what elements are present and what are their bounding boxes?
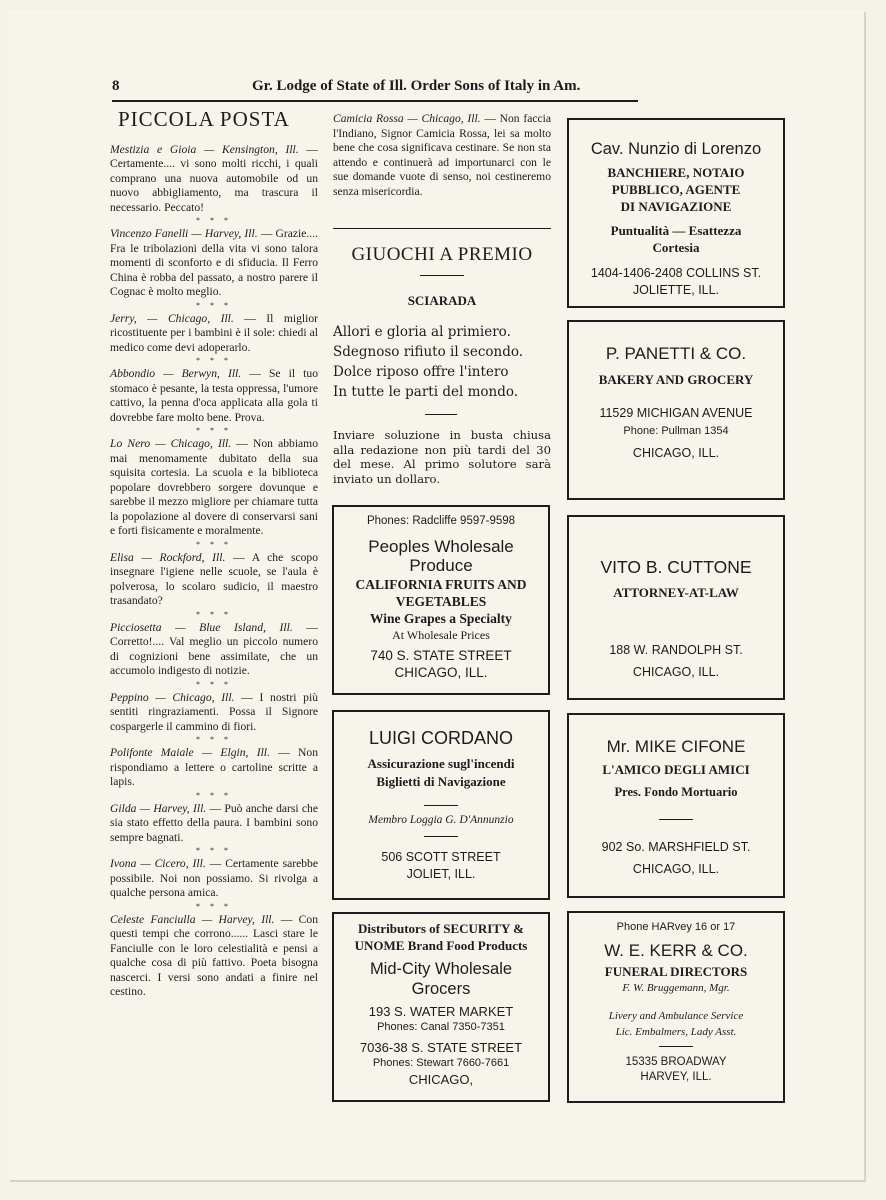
giuochi-title: GIUOCHI A PREMIO [351,244,533,265]
ad-address: 506 SCOTT STREET [381,850,501,864]
poem-line: Dolce riposo offre l'intero [333,364,509,380]
ad-line: Wine Grapes a Specialty [370,611,512,626]
letter-sender: Elisa — Rockford, Ill. [110,550,226,564]
poem-line: Allori e gloria al primiero. [333,324,511,340]
ad-line: Puntualità — Esattezza [610,223,742,238]
ad-line: Assicurazione sugl'incendi [367,756,515,771]
page-number: 8 [112,78,120,94]
ad-name: LUIGI CORDANO [368,728,514,748]
letter-entry [110,913,318,1000]
letter-text: — Certamente sarebbe possibile. Noi non possiamo. Si rivolga a qualche persona amica. [110,857,318,899]
separator-stars: * * * [196,679,232,689]
ad-address: 193 S. WATER MARKET [368,1004,514,1019]
divider [659,819,693,820]
letter-entry [110,621,318,679]
ad-we-kerr [567,911,785,1103]
letter-text: — Corretto!.... Val meglio un piccolo numero di cognizioni bene assimilate, che un accumolo indigesto di notizie. [110,620,318,677]
letter-sender: Mestizia e Gioia — Kensington, Ill. [110,142,299,156]
piccola-posta-title: PICCOLA POSTA [118,107,290,131]
ad-vito-cuttone [567,515,785,700]
letter-sender: Peppino — Chicago, Ill. [110,690,235,704]
ad-name: Mr. MIKE CIFONE [606,737,746,756]
ad-line: Biglietti di Navigazione [376,774,506,789]
ad-phone: Phones: Canal 7350-7351 [377,1021,505,1033]
ad-city: JOLIET, ILL. [406,867,476,881]
separator-stars: * * * [196,735,232,744]
ad-line: FUNERAL DIRECTORS [604,964,748,979]
ad-address: 7036-38 S. STATE STREET [359,1040,523,1055]
page-header [112,76,638,102]
poem-line: In tutte le parti del mondo. [333,384,519,400]
poem-line: Sdegnoso rifiuto il secondo. [333,344,524,360]
ad-nunzio-di-lorenzo [567,118,785,308]
divider [424,836,458,837]
ad-mid-city-wholesale [332,912,550,1102]
letter-text: — Non abbiamo mai menomamente dubitato della sua squisita cortesia. La scuola e la biblioteca popolare dovrebbero sorgere dovunque e sarebbe il mezzo migliore per chiamare tutta la popolazione al dovere di conservarsi sani e forti fisicamente e moralmente. [110,437,318,537]
ad-address: 740 S. STATE STREET [370,648,512,663]
separator-stars: * * * [196,300,232,310]
letter-entry [110,312,318,356]
ad-luigi-cordano [332,710,550,900]
letter-sender: Vincenzo Fanelli — Harvey, Ill. [110,227,258,240]
letter-text: — Non faccia l'Indiano, Signor Camicia Rossa, lei sa molto bene che cosa significava cestinare. Se non sta attendo e continuerà ad importunarci con le sue domande vuote di senso, noi cestineremo senza misericordia. [333,112,551,198]
ad-line: At Wholesale Prices [392,628,490,642]
ad-phone: Phone: Pullman 1354 [623,425,729,437]
ad-address: 188 W. RANDOLPH ST. [609,643,743,657]
divider [424,805,458,806]
sciarada-title: SCIARADA [407,293,477,308]
ad-name: VITO B. CUTTONE [600,557,752,577]
ad-city: CHICAGO, [408,1072,474,1087]
ad-city: HARVEY, ILL. [640,1071,712,1083]
ad-manager: F. W. Bruggemann, Mgr. [622,982,730,994]
letter-text: — I nostri più sentiti ringraziamenti. Possa il Signore cospargerle il cammino di fiori. [110,690,318,733]
ad-line: Cortesia [652,240,700,255]
letter-entry [110,227,318,300]
letter-text: — Certamente.... vi sono molti ricchi, i quali comprano una nuova automobile od un nuovo abbigliamento, ma trascura il necessario. Peccato! [110,142,319,214]
letter-text: — Può anche darsi che sia stato effetto della paura. I bambini sono sempre bagnati. [110,801,318,844]
ad-city: CHICAGO, ILL. [632,862,720,876]
letter-entry [110,551,318,609]
sciarada-poem [333,322,523,402]
ad-city: JOLIETTE, ILL. [632,283,720,297]
ad-phone: Phones: Radcliffe 9597-9598 [366,515,516,527]
separator-stars: * * * [196,216,232,225]
camicia-rossa-letter [333,112,551,199]
letter-text: — Se il tuo stomaco è pesante, la testa oppressa, l'umore cattivo, la penna d'oca applicata alla gola ti dovrebbe fare molto bene. Prova. [110,367,318,424]
ad-city: CHICAGO, ILL. [632,665,720,679]
letter-entry [110,691,318,735]
ad-p-panetti [567,320,785,500]
ad-name: Cav. Nunzio di Lorenzo [590,140,762,158]
separator-stars: * * * [196,609,232,619]
ad-line: Pres. Fondo Mortuario [614,785,738,799]
letter-entry [110,437,318,539]
divider [420,275,464,276]
letter-text: — Il miglior ricostituente per i bambini è il sole: chiedi al medico come devi adoperarlo. [110,311,318,354]
ad-line: PUBBLICO, AGENTE [611,182,741,197]
piccola-posta-column [110,107,319,1000]
ad-name: Mid-City Wholesale [369,960,513,978]
contest-instructions: Inviare soluzione in busta chiusa alla redazione non più tardi del 30 del mese. Al primo solutore sarà inviato un dollaro. [333,428,551,486]
letter-text: — A che scopo insegnare l'igiene nelle scuole, se l'aula è polverosa, lo scolaro sudicio, il maestro trasandato? [110,550,318,607]
letter-sender: Jerry, — Chicago, Ill. [110,311,234,325]
ad-phone: Phones: Stewart 7660-7661 [372,1057,510,1069]
ad-line: DI NAVIGAZIONE [620,199,732,214]
letters-list [110,143,318,1000]
letter-sender: Polifonte Maiale — Elgin, Ill. [110,746,270,759]
letter-sender: Lo Nero — Chicago, Ill. [110,437,232,450]
separator-stars: * * * [196,426,232,435]
ad-line: BANCHIERE, NOTAIO [607,165,745,180]
separator-stars: * * * [196,356,232,365]
letter-sender: Camicia Rossa — Chicago, Ill. [333,112,481,125]
ad-member: Membro Loggia G. D'Annunzio [368,814,514,826]
separator-stars: * * * [196,901,232,911]
ad-line: Lic. Embalmers, Lady Asst. [615,1026,737,1038]
letter-entry [110,143,318,216]
divider [659,1046,693,1047]
ad-name: Produce [409,556,473,575]
letter-sender: Ivona — Cicero, Ill. [110,857,206,870]
ad-line: CALIFORNIA FRUITS AND [355,577,527,592]
letter-sender: Picciosetta — Blue Island, Ill. [110,620,293,634]
ad-peoples-wholesale [332,505,550,695]
ad-name: Peoples Wholesale [368,537,514,556]
ad-line: Livery and Ambulance Service [608,1010,744,1022]
letter-entry [110,746,318,790]
ad-address: 15335 BROADWAY [625,1056,727,1068]
running-title: Gr. Lodge of State of Ill. Order Sons of Italy in Am. [252,78,581,94]
ad-line: Distributors of SECURITY & [358,921,524,936]
ad-address: 1404-1406-2408 COLLINS ST. [590,266,762,280]
letter-entry [110,802,318,846]
letter-text: — Con questi tempi che corrono...... Lasci stare le Fanciulle con le loro celestialità e pensi a qualche cosa di più fattivo. Poeta bisogna nascerci. I versi sono andati a finire nel cestino. [110,912,319,998]
ad-address: 11529 MICHIGAN AVENUE [599,406,753,420]
letter-text: — Non rispondiamo a lettere o cartoline scritte a lapis. [110,746,319,788]
ad-line: UNOME Brand Food Products [354,938,528,953]
ad-line: VEGETABLES [395,594,487,609]
letter-entry [110,367,318,425]
ad-address: 902 So. MARSHFIELD ST. [601,840,751,854]
ad-line: BAKERY AND GROCERY [598,372,754,387]
letter-sender: Celeste Fanciulla — Harvey, Ill. [110,912,275,926]
divider [425,414,457,415]
ad-city: CHICAGO, ILL. [632,446,720,460]
divider [333,228,551,229]
ad-name: W. E. KERR & CO. [604,941,748,960]
separator-stars: * * * [196,846,232,855]
separator-stars: * * * [196,790,232,800]
ad-phone: Phone HARvey 16 or 17 [616,921,736,933]
separator-stars: * * * [196,539,232,549]
ad-name: P. PANETTI & CO. [605,344,747,363]
ad-line: L'AMICO DEGLI AMICI [602,762,750,777]
letter-text: — Grazie.... Fra le tribolazioni della vita vi sono talora momenti di sconforto e di sfiducia. Il Ferro China è robba del passato, a nostro parere il Cognac è molto meglio. [110,227,318,298]
letter-sender: Gilda — Harvey, Ill. [110,801,207,815]
ad-mike-cifone [567,713,785,898]
ad-line: ATTORNEY-AT-LAW [613,585,739,600]
ad-city: CHICAGO, ILL. [394,665,488,680]
letter-sender: Abbondio — Berwyn, Ill. [110,367,242,380]
ad-name: Grocers [411,980,471,998]
letter-entry [110,857,318,901]
